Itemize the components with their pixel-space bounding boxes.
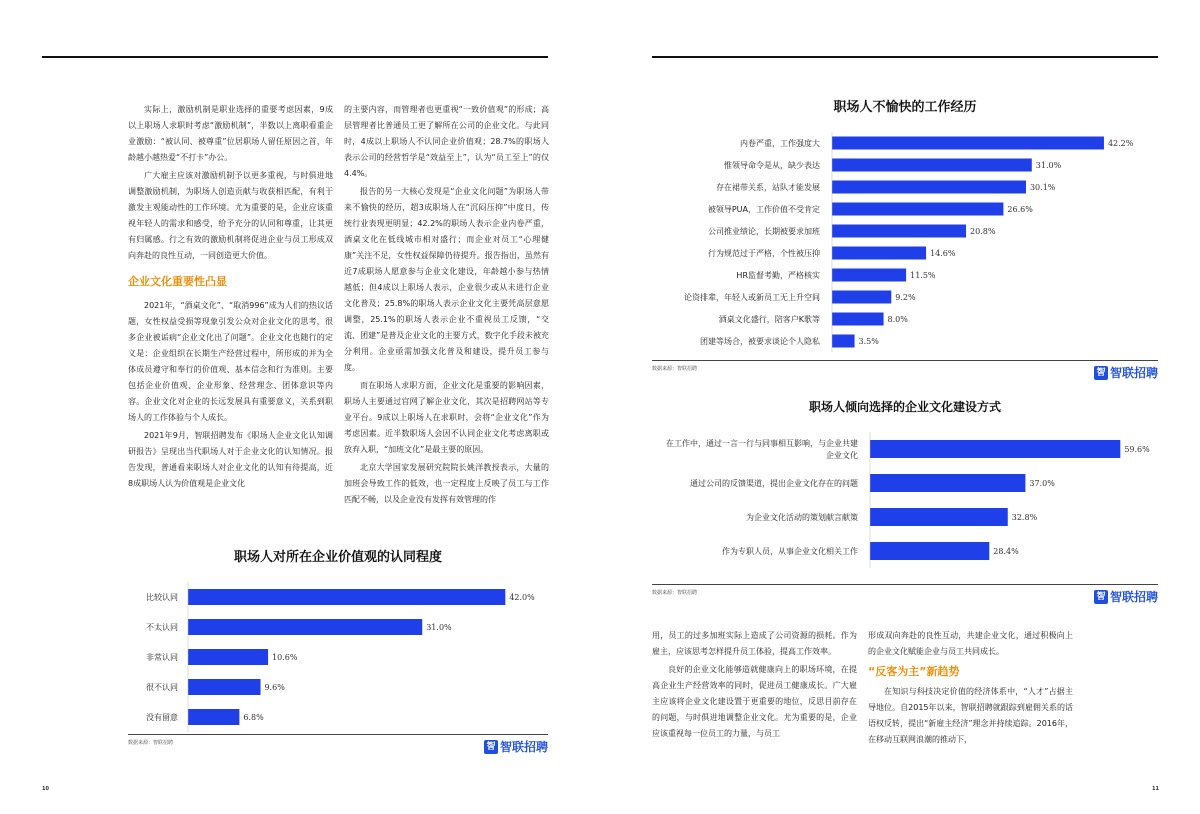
- brand-name: 智联招聘: [1109, 366, 1158, 380]
- category-label: 存在裙带关系，站队才能发展: [716, 183, 820, 192]
- brand-name: 智联招聘: [499, 740, 548, 754]
- paragraph: 形成双向奔赴的良性互动，共建企业文化，通过积极向上的企业文化赋能企业与员工共同成长。: [868, 631, 1073, 656]
- chart-footer: [652, 360, 1158, 380]
- value-label: 42.2%: [1107, 139, 1134, 148]
- category-label: 内卷严重，工作强度大: [740, 139, 820, 148]
- bar: [188, 619, 422, 635]
- value-label: 9.6%: [264, 683, 285, 692]
- category-label: 通过公司的反馈渠道，提出企业文化存在的问题: [690, 479, 858, 488]
- category-label: 酒桌文化盛行，陪客户K歌等: [718, 315, 820, 324]
- left-text-column-1: [128, 102, 333, 494]
- brand-logo: [484, 738, 548, 755]
- right-page: [600, 0, 1200, 814]
- value-label: 26.6%: [1007, 205, 1033, 214]
- value-label: 59.6%: [1124, 445, 1150, 454]
- bar-chart-svg: [128, 582, 548, 742]
- paragraph: 北京大学国家发展研究院院长姚洋教授表示，大量的加班会导致工作的低效，也一定程度上反映了员工与工作匹配不畅，以及企业没有发挥有效管理的作: [344, 463, 549, 504]
- unpleasant-experience-chart: [652, 96, 1158, 386]
- category-label: 在工作中，通过一言一行与同事相互影响，与企业共建: [666, 439, 858, 448]
- brand-mark-icon: 智: [484, 740, 498, 754]
- category-label: 论资排辈，年轻人或新员工无上升空间: [684, 293, 820, 302]
- bar: [832, 203, 1003, 216]
- value-label: 37.0%: [1029, 479, 1055, 488]
- category-label: 为企业文化活动的策划献言献策: [746, 513, 858, 522]
- value-label: 14.6%: [930, 249, 956, 258]
- value-label: 31.0%: [1035, 161, 1062, 170]
- category-label: 很不认同: [146, 683, 178, 692]
- chart-footer: [128, 734, 548, 754]
- value-label: 6.8%: [243, 713, 264, 722]
- paragraph: 2021年9月，智联招聘发布《职场人企业文化认知调研报告》呈现出当代职场人对于企业文化的认知情况。报告发现，普通看来职场人对企业文化的认知有待提高，近8成职场人认为价值观是企业文化: [128, 431, 333, 488]
- bar: [832, 269, 906, 282]
- category-label: 作为专职人员，从事企业文化相关工作: [722, 547, 858, 556]
- left-text-column-2: [344, 102, 549, 510]
- top-rule: [652, 56, 1158, 58]
- bar: [870, 542, 989, 560]
- bar: [188, 679, 261, 695]
- value-label: 8.0%: [887, 315, 908, 324]
- value-label: 10.6%: [272, 653, 298, 662]
- top-rule: [42, 56, 548, 58]
- category-label: 公司推业绩论，长期被要求加班: [708, 227, 820, 236]
- brand-logo: [1094, 588, 1158, 605]
- category-label: 比较认同: [146, 593, 178, 602]
- category-label: 行为规范过于严格，个性被压抑: [708, 249, 820, 258]
- value-label: 9.2%: [895, 293, 916, 302]
- right-text-column-1: [652, 628, 857, 744]
- bar: [870, 508, 1008, 526]
- right-text-column-2: [868, 628, 1073, 750]
- brand-mark-icon: 智: [1094, 366, 1108, 380]
- chart-title: 职场人对所在企业价值观的认同程度: [233, 550, 442, 565]
- bar: [832, 313, 884, 326]
- paragraph: 报告的另一大核心发现是“企业文化问题”为职场人带来不愉快的经历，超3成职场人在“沉闷压抑”中度日，传统行业表现更明显；42.2%的职场人表示企业内卷严重，酒桌文化在低线城市相对盛行；而企业对员工“心理健康”关注不足，女性权益保障仍待提升。报告指出，虽然有近7成职场人愿意参与企业文化建设，年龄越小参与热情越低；但4成以上职场人表示，企业很少或从未进行企业文化普及；25.8%的职场人表示企业文化主要凭高层意愿调整，25.1%的职场人表示企业不重视员工反馈，“交流、团建”是普及企业文化的主要方式，数字化手段未被充分利用。企业亟需加强文化普及和建设，提升员工参与度。: [344, 187, 549, 372]
- bar-chart-svg: [652, 432, 1158, 572]
- bar: [188, 589, 505, 605]
- bar: [832, 225, 966, 238]
- brand-logo: [1094, 364, 1158, 381]
- culture-building-chart: [652, 398, 1158, 610]
- paragraph: 用，员工的过多加班实际上造成了公司资源的损耗。作为雇主，应该思考怎样提升员工体验，提高工作效率。: [652, 631, 857, 656]
- bar-chart-svg: [652, 132, 1158, 352]
- data-source: 数据来源：智联招聘: [128, 740, 174, 746]
- value-label: 3.5%: [858, 337, 879, 346]
- section-heading: “反客为主”新趋势: [868, 665, 960, 678]
- value-label: 42.0%: [509, 593, 535, 602]
- data-source: 数据来源：智联招聘: [652, 366, 698, 372]
- page-number: 11: [1152, 786, 1159, 792]
- value-label: 11.5%: [910, 271, 936, 280]
- category-label: HR监督考勤，严格核实: [736, 271, 820, 280]
- value-recognition-chart: [128, 546, 548, 756]
- value-label: 31.0%: [426, 623, 452, 632]
- section-heading: 企业文化重要性凸显: [128, 275, 227, 288]
- paragraph: 在知识与科技决定价值的经济体系中，“人才”占据主导地位。自2015年以来，智联招聘就跟踪到雇佣关系的话语权反转，提出“新雇主经济”理念并持续追踪。2016年，在移动互联网浪潮的推动下，: [868, 687, 1073, 744]
- bar: [188, 649, 268, 665]
- category-label: 没有留意: [146, 713, 178, 722]
- brand-name: 智联招聘: [1109, 590, 1158, 604]
- brand-mark-icon: 智: [1094, 590, 1108, 604]
- bar: [832, 291, 891, 304]
- category-label: 惟领导命令是从，缺少表达: [724, 161, 820, 170]
- category-label: 企业文化: [826, 451, 858, 460]
- chart-title: 职场人倾向选择的企业文化建设方式: [808, 400, 1001, 414]
- category-label: 非常认同: [146, 653, 178, 662]
- page-number: 10: [42, 786, 49, 792]
- bar: [832, 335, 855, 348]
- chart-footer: [652, 584, 1158, 604]
- category-label: 团建等场合，被要求谈论个人隐私: [700, 337, 820, 346]
- bar: [188, 709, 239, 725]
- paragraph: 2021年，“酒桌文化”、“取消996”成为人们的热议话题，女性权益受损等现象引发公众对企业文化的思考，很多企业被诟病“企业文化出了问题”。企业文化也随行的定义是：企业组织在长期生产经营过程中，所形成的并为全体成员遵守和奉行的价值观、基本信念和行为准则。主要包括企业价值观、企业形象、经营理念、团体意识等内容。企业文化对企业的长远发展具有重要意义，关系到职场人的工作体验与个人成长。: [128, 301, 333, 422]
- bar: [832, 247, 926, 260]
- bar: [832, 181, 1026, 194]
- value-label: 28.4%: [993, 547, 1019, 556]
- paragraph: 实际上，激励机制是职业选择的重要考虑因素，9成以上职场人求职时考虑“激励机制”，半数以上离职看重企业激励：“被认同、被尊重”位居职场人留任原因之首，年龄越小越热爱“不打卡”办公。: [128, 105, 333, 162]
- bar: [870, 440, 1120, 458]
- bar: [832, 159, 1032, 172]
- bar: [870, 474, 1025, 492]
- bar: [832, 137, 1104, 150]
- paragraph: 而在职场人求职方面，企业文化是重要的影响因素，职场人主要通过官网了解企业文化，其次是招聘网站等专业平台。9成以上职场人在求职时，会将“企业文化”作为考虑因素。近半数职场人会因不认同企业文化考虑离职或放弃入职，“加班文化”是最主要的原因。: [344, 381, 549, 454]
- paragraph: 良好的企业文化能够造就健康向上的职场环境，在提高企业生产经营效率的同时，促进员工健康成长。广大雇主应该将企业文化建设置于更重要的地位，反思目前存在的问题，与时俱进地调整企业文化。尤为重要的是，企业应该重视每一位员工的力量，与员工: [652, 665, 857, 738]
- value-label: 20.8%: [970, 227, 996, 236]
- paragraph: 广大雇主应该对激励机制予以更多重视，与时俱进地调整激励机制，为职场人创造贡献与收获相匹配，有利于激发主观能动性的工作环境。尤为重要的是，企业应该重视年轻人的需求和感受，给予充分的认同和尊重，让其更有归属感。行之有效的激励机制将促进企业与员工形成双向奔赴的良性互动，一同创造更大价值。: [128, 171, 333, 260]
- data-source: 数据来源：智联招聘: [652, 590, 698, 596]
- value-label: 30.1%: [1029, 183, 1056, 192]
- category-label: 不太认同: [146, 623, 178, 632]
- category-label: 被领导PUA，工作价值不受肯定: [707, 205, 820, 214]
- paragraph: 的主要内容，而管理者也更重视“一致价值观”的形成；高层管理者比普通员工更了解所在公司的企业文化。与此同时，4成以上职场人不认同企业价值观；28.7%的职场人表示公司的经营哲学是“效益至上”，认为“员工至上”的仅4.4%。: [344, 105, 549, 178]
- value-label: 32.8%: [1011, 513, 1038, 522]
- chart-title: 职场人不愉快的工作经历: [833, 100, 977, 115]
